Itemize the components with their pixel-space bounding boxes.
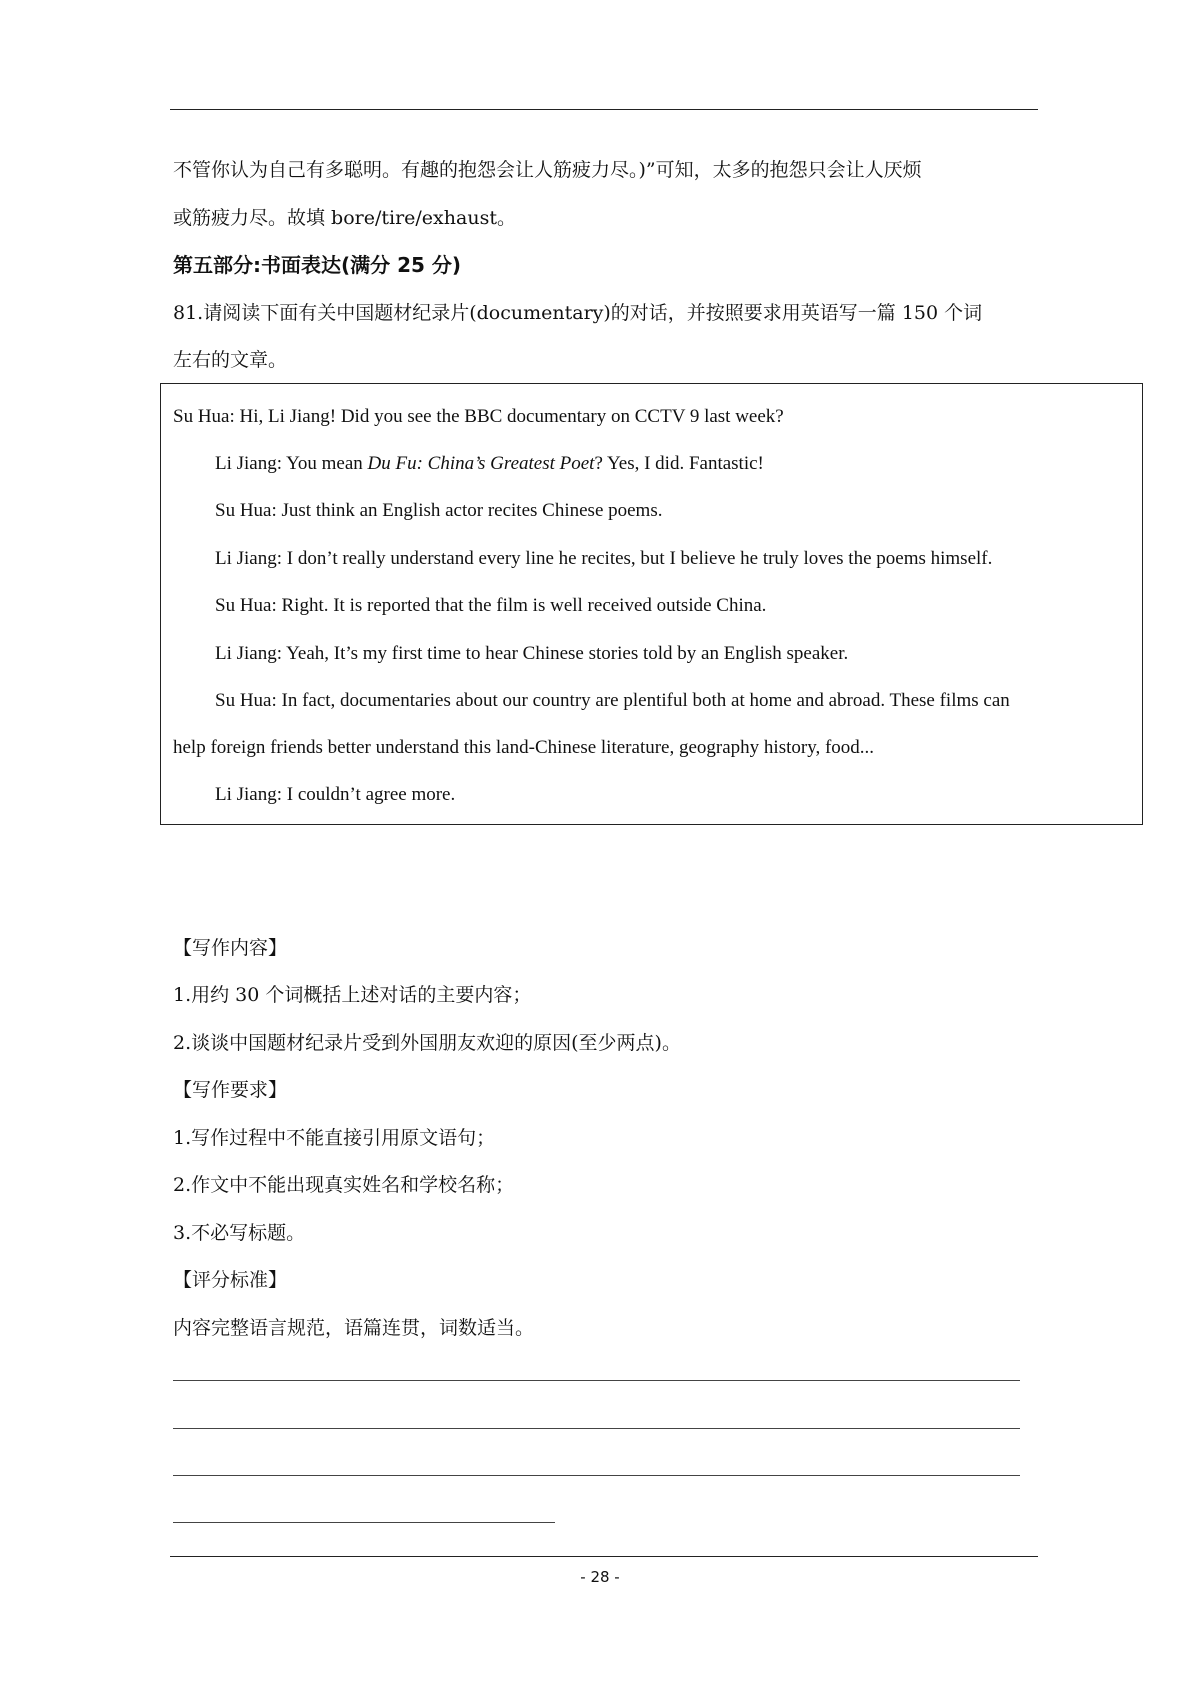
requirement-item-3: 3.不必写标题。 <box>173 1222 306 1244</box>
content-item-1: 1.用约 30 个词概括上述对话的主要内容； <box>173 984 532 1006</box>
content-item-2: 2.谈谈中国题材纪录片受到外国朋友欢迎的原因(至少两点)。 <box>173 1032 681 1054</box>
requirements-heading: 【写作要求】 <box>173 1079 288 1101</box>
question-line-1: 81.请阅读下面有关中国题材纪录片(documentary)的对话，并按照要求用英语写一篇 150 个词 <box>173 302 983 324</box>
question-line-2: 左右的文章。 <box>173 349 288 371</box>
scoring-heading: 【评分标准】 <box>173 1269 288 1291</box>
footer-rule <box>170 1556 1038 1557</box>
dialogue-line-8: help foreign friends better understand this land-Chinese literature, geography history, food... <box>173 737 875 758</box>
section-heading: 第五部分:书面表达(满分 25 分) <box>173 253 462 277</box>
page-number: - 28 - <box>580 1568 620 1586</box>
scoring-text: 内容完整语言规范，语篇连贯，词数适当。 <box>173 1317 535 1339</box>
dialogue-box <box>160 383 1143 825</box>
continuation-line-1: 不管你认为自己有多聪明。有趣的抱怨会让人筋疲力尽。)”可知，太多的抱怨只会让人厌烦 <box>173 159 922 181</box>
requirement-item-2: 2.作文中不能出现真实姓名和学校名称； <box>173 1174 515 1196</box>
dialogue-line-3: Su Hua: Just think an English actor recites Chinese poems. <box>215 500 663 521</box>
answer-line-4[interactable] <box>173 1522 555 1523</box>
dialogue-line-7: Su Hua: In fact, documentaries about our country are plentiful both at home and abroad. These films can <box>215 690 1010 711</box>
answer-line-1[interactable] <box>173 1380 1020 1381</box>
content-heading: 【写作内容】 <box>173 937 288 959</box>
dialogue-line-4: Li Jiang: I don’t really understand every line he recites, but I believe he truly loves the poems himself. <box>215 548 993 569</box>
answer-line-3[interactable] <box>173 1475 1020 1476</box>
dialogue-line-2-pre: Li Jiang: You mean <box>215 453 368 474</box>
dialogue-line-1: Su Hua: Hi, Li Jiang! Did you see the BBC documentary on CCTV 9 last week? <box>173 406 784 427</box>
documentary-title: Du Fu: China’s Greatest Poet <box>367 453 595 474</box>
requirement-item-1: 1.写作过程中不能直接引用原文语句； <box>173 1127 496 1149</box>
dialogue-line-5: Su Hua: Right. It is reported that the film is well received outside China. <box>215 595 767 616</box>
dialogue-line-9: Li Jiang: I couldn’t agree more. <box>215 784 456 805</box>
answer-line-2[interactable] <box>173 1428 1020 1429</box>
dialogue-line-2-post: ? Yes, I did. Fantastic! <box>594 453 764 474</box>
dialogue-line-6: Li Jiang: Yeah, It’s my first time to hear Chinese stories told by an English speaker. <box>215 643 849 664</box>
dialogue-line-2 <box>215 451 764 477</box>
continuation-line-2: 或筋疲力尽。故填 bore/tire/exhaust。 <box>173 207 516 229</box>
header-rule <box>170 109 1038 110</box>
